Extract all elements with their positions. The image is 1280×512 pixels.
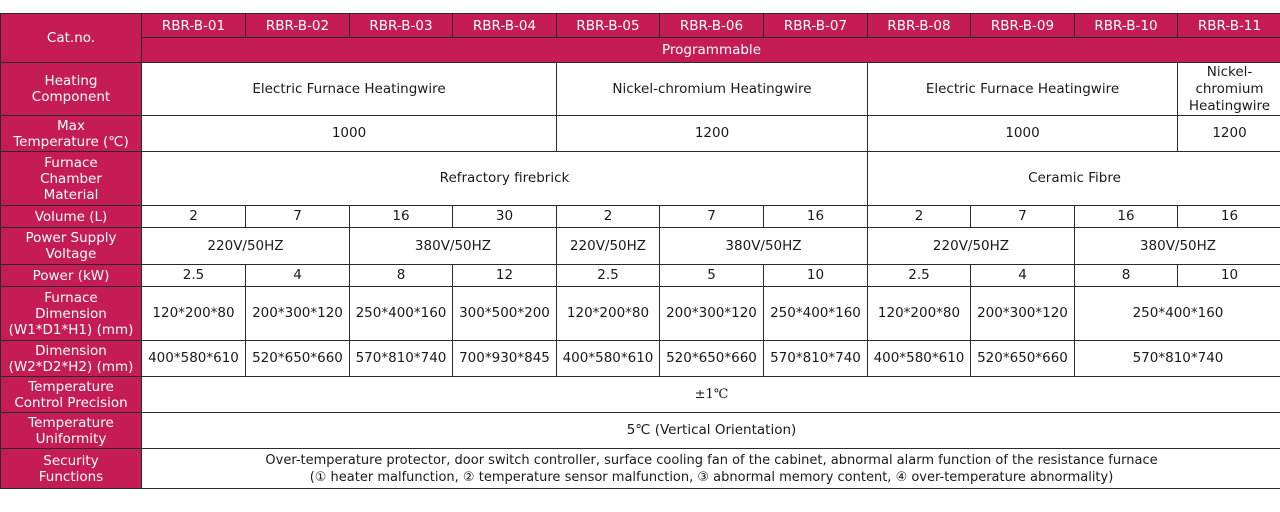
outer-dimension-value: 400*580*610 <box>142 341 246 377</box>
table-row-uniformity <box>1 413 1280 449</box>
outer-dimension-value: 400*580*610 <box>868 341 971 377</box>
chamber-material-value: Ceramic Fibre <box>868 152 1280 206</box>
furnace-dimension-value: 120*200*80 <box>557 287 660 341</box>
model-cell: RBR-B-10 <box>1075 14 1178 38</box>
outer-dimension-value: 570*810*740 <box>350 341 453 377</box>
model-cell: RBR-B-02 <box>246 14 350 38</box>
model-cell: RBR-B-08 <box>868 14 971 38</box>
heating-value: Electric Furnace Heatingwire <box>868 63 1178 116</box>
voltage-value: 380V/50HZ <box>660 228 868 265</box>
voltage-value: 380V/50HZ <box>1075 228 1280 265</box>
heating-label-text: Heating <box>44 73 98 89</box>
volume-label: Volume (L) <box>1 206 142 228</box>
chamber-label-line: Material <box>43 186 99 203</box>
table-row-outer-dimension <box>1 341 1280 377</box>
model-cell: RBR-B-05 <box>557 14 660 38</box>
furnace-dimension-value: 120*200*80 <box>142 287 246 341</box>
model-cell: RBR-B-01 <box>142 14 246 38</box>
power-value: 5 <box>660 265 764 287</box>
control-precision-label <box>1 377 142 413</box>
volume-value: 7 <box>660 206 764 228</box>
security-label-line: Security <box>43 452 99 469</box>
uniformity-value: 5℃ (Vertical Orientation) <box>142 413 1280 449</box>
spec-table-container <box>0 13 1280 489</box>
max-temperature-value: 1200 <box>1178 116 1280 152</box>
power-value: 4 <box>971 265 1075 287</box>
chamber-label-line: Furnace <box>44 154 98 171</box>
heating-value-last <box>1178 63 1280 116</box>
security-line: Over-temperature protector, door switch controller, surface cooling fan of the cabinet, abnormal alarm function of the resistance furnace <box>265 452 1158 468</box>
power-value: 8 <box>350 265 453 287</box>
power-value: 2.5 <box>868 265 971 287</box>
furnace-dimension-value: 200*300*120 <box>660 287 764 341</box>
specification-table <box>0 13 1280 489</box>
power-value: 2.5 <box>142 265 246 287</box>
voltage-label-line: Power Supply <box>25 230 117 246</box>
volume-value: 16 <box>1075 206 1178 228</box>
power-value: 2.5 <box>557 265 660 287</box>
heating-last-line: Nickel- <box>1206 63 1253 80</box>
heating-label-text-2: Component <box>31 89 111 105</box>
control-precision-value: ±1℃ <box>142 377 1280 413</box>
furnace-dimension-value: 200*300*120 <box>246 287 350 341</box>
volume-value: 16 <box>350 206 453 228</box>
furnace-dimension-value: 250*400*160 <box>1075 287 1280 341</box>
furnace-dimension-label <box>1 287 142 341</box>
voltage-value: 220V/50HZ <box>868 228 1075 265</box>
power-value: 10 <box>764 265 868 287</box>
precision-label-line: Control Precision <box>14 394 128 411</box>
furnace-dim-label-line: Dimension <box>35 305 107 322</box>
furnace-dim-label-line: (W1*D1*H1) (mm) <box>8 321 134 338</box>
programmable-label: Programmable <box>142 38 1280 63</box>
max-temp-label-line: Temperature (℃) <box>13 133 129 150</box>
model-cell: RBR-B-07 <box>764 14 868 38</box>
table-row-chamber-material <box>1 152 1280 206</box>
heating-last-line: Heatingwire <box>1188 97 1271 114</box>
outer-dimension-value: 400*580*610 <box>557 341 660 377</box>
outer-dimension-value: 700*930*845 <box>453 341 557 377</box>
volume-value: 7 <box>971 206 1075 228</box>
model-cell: RBR-B-11 <box>1178 14 1280 38</box>
model-cell: RBR-B-04 <box>453 14 557 38</box>
power-value: 10 <box>1178 265 1280 287</box>
security-label-line: Functions <box>38 468 104 485</box>
outer-dimension-label <box>1 341 142 377</box>
volume-value: 2 <box>142 206 246 228</box>
model-cell: RBR-B-06 <box>660 14 764 38</box>
heating-last-line: chromium <box>1195 80 1264 97</box>
security-line: (① heater malfunction, ② temperature sensor malfunction, ③ abnormal memory content, ④ over-temperature abnormality) <box>309 469 1114 485</box>
furnace-dimension-value: 250*400*160 <box>764 287 868 341</box>
table-row-max-temperature <box>1 116 1280 152</box>
furnace-dimension-value: 250*400*160 <box>350 287 453 341</box>
table-row-power <box>1 265 1280 287</box>
voltage-label <box>1 228 142 265</box>
outer-dimension-value: 520*650*660 <box>246 341 350 377</box>
furnace-dimension-value: 300*500*200 <box>453 287 557 341</box>
table-row-heating <box>1 63 1280 116</box>
outer-dim-label-line: Dimension <box>35 342 107 359</box>
outer-dimension-value: 520*650*660 <box>971 341 1075 377</box>
volume-value: 16 <box>1178 206 1280 228</box>
precision-label-line: Temperature <box>28 378 114 395</box>
outer-dimension-value: 570*810*740 <box>764 341 868 377</box>
table-row-programmable <box>1 38 1280 63</box>
security-functions-value <box>142 449 1280 489</box>
power-value: 4 <box>246 265 350 287</box>
uniformity-label-line: Uniformity <box>35 430 107 447</box>
voltage-value: 220V/50HZ <box>142 228 350 265</box>
chamber-material-value: Refractory firebrick <box>142 152 868 206</box>
table-row-control-precision <box>1 377 1280 413</box>
security-label <box>1 449 142 489</box>
heating-value: Electric Furnace Heatingwire <box>142 63 557 116</box>
table-row-models <box>1 14 1280 38</box>
volume-value: 30 <box>453 206 557 228</box>
model-cell: RBR-B-09 <box>971 14 1075 38</box>
power-value: 8 <box>1075 265 1178 287</box>
furnace-dimension-value: 120*200*80 <box>868 287 971 341</box>
outer-dimension-value: 520*650*660 <box>660 341 764 377</box>
max-temperature-value: 1000 <box>142 116 557 152</box>
outer-dim-label-line: (W2*D2*H2) (mm) <box>8 358 134 375</box>
table-row-volume <box>1 206 1280 228</box>
outer-dimension-value: 570*810*740 <box>1075 341 1280 377</box>
max-temperature-value: 1000 <box>868 116 1178 152</box>
chamber-label-line: Chamber <box>40 170 102 187</box>
volume-value: 2 <box>557 206 660 228</box>
voltage-value: 380V/50HZ <box>350 228 557 265</box>
volume-value: 16 <box>764 206 868 228</box>
table-row-voltage <box>1 228 1280 265</box>
uniformity-label-line: Temperature <box>28 414 114 431</box>
table-row-furnace-dimension <box>1 287 1280 341</box>
model-cell: RBR-B-03 <box>350 14 453 38</box>
catno-label: Cat.no. <box>1 14 142 63</box>
furnace-dim-label-line: Furnace <box>44 289 98 306</box>
voltage-value: 220V/50HZ <box>557 228 660 265</box>
table-row-security <box>1 449 1280 489</box>
voltage-label-line: Voltage <box>45 246 97 262</box>
max-temp-label-line: Max <box>57 117 85 134</box>
power-value: 12 <box>453 265 557 287</box>
furnace-dimension-value: 200*300*120 <box>971 287 1075 341</box>
heating-value: Nickel-chromium Heatingwire <box>557 63 868 116</box>
power-label: Power (kW) <box>1 265 142 287</box>
volume-value: 2 <box>868 206 971 228</box>
max-temperature-value: 1200 <box>557 116 868 152</box>
max-temperature-label <box>1 116 142 152</box>
heating-component-label <box>1 63 142 116</box>
volume-value: 7 <box>246 206 350 228</box>
uniformity-label <box>1 413 142 449</box>
chamber-material-label <box>1 152 142 206</box>
